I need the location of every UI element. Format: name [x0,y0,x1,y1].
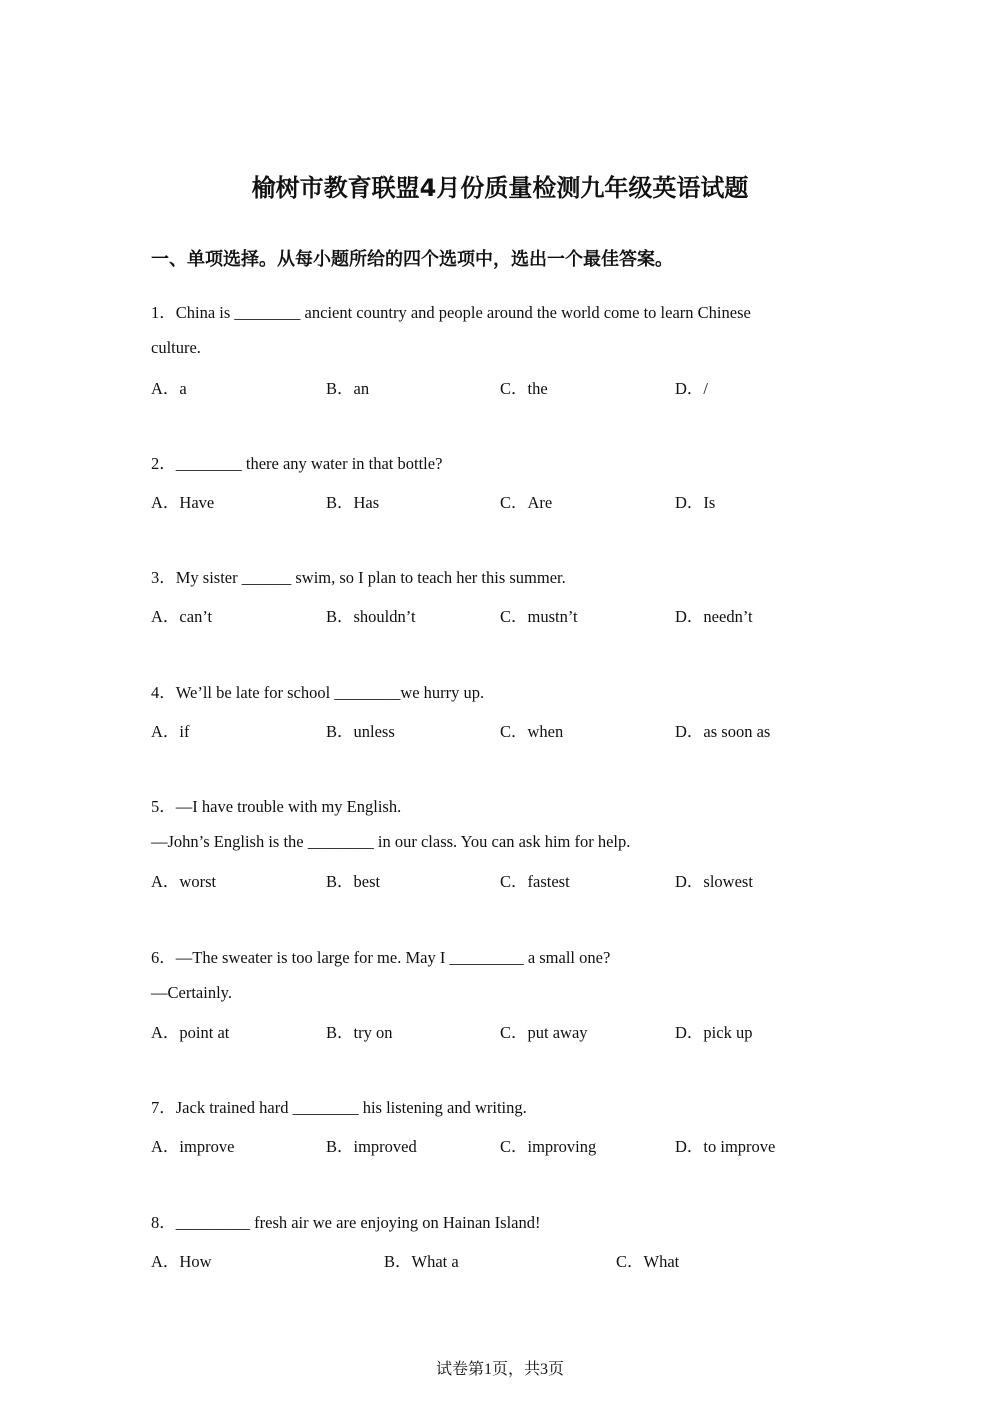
question-2-line-1: 2．________ there any water in that bottle? [151,454,443,473]
question-7-line-1: 7．Jack trained hard ________ his listening and writing. [151,1098,527,1117]
question-2-option-c: C．Are [500,493,553,512]
question-3-line-1: 3．My sister ______ swim, so I plan to teach her this summer. [151,568,566,587]
question-6-option-b: B．try on [326,1023,393,1042]
question-4-option-a: A．if [151,722,190,741]
question-4-option-c: C．when [500,722,564,741]
question-2-option-a: A．Have [151,493,215,512]
question-3-option-b: B．shouldn’t [326,607,416,626]
question-7-option-c: C．improving [500,1137,597,1156]
question-8-option-b: B．What a [384,1252,459,1271]
question-7-option-b: B．improved [326,1137,417,1156]
question-7-option-d: D．to improve [675,1137,776,1156]
question-2-option-b: B．Has [326,493,380,512]
question-6-line-1: 6．—The sweater is too large for me. May I _________ a small one? [151,948,611,967]
question-8-option-a: A．How [151,1252,212,1271]
question-5-line-2: —John’s English is the ________ in our class. You can ask him for help. [151,832,631,851]
question-6-option-d: D．pick up [675,1023,753,1042]
question-7-option-a: A．improve [151,1137,235,1156]
question-2-option-d: D．Is [675,493,716,512]
question-8-line-1: 8．_________ fresh air we are enjoying on Hainan Island! [151,1213,541,1232]
question-1-option-d: D．/ [675,379,708,398]
question-3-option-c: C．mustn’t [500,607,578,626]
question-6-option-a: A．point at [151,1023,230,1042]
question-1-option-c: C．the [500,379,548,398]
question-4-line-1: 4．We’ll be late for school ________we hurry up. [151,683,485,702]
question-1-option-b: B．an [326,379,370,398]
question-3-option-a: A．can’t [151,607,213,626]
question-4-option-b: B．unless [326,722,395,741]
question-1-line-1: 1．China is ________ ancient country and people around the world come to learn Chinese [151,303,751,322]
question-4-option-d: D．as soon as [675,722,771,741]
question-5-option-b: B．best [326,872,381,891]
question-1-option-a: A．a [151,379,187,398]
exam-title: 榆树市教育联盟4月份质量检测九年级英语试题 [251,174,749,202]
question-5-line-1: 5．—I have trouble with my English. [151,797,402,816]
question-1-line-2: culture. [151,338,201,357]
question-3-option-d: D．needn’t [675,607,753,626]
question-6-option-c: C．put away [500,1023,588,1042]
section-heading: 一、单项选择。从每小题所给的四个选项中，选出一个最佳答案。 [151,249,673,270]
question-5-option-c: C．fastest [500,872,570,891]
page-footer: 试卷第1页，共3页 [435,1361,564,1378]
question-6-line-2: —Certainly. [151,983,232,1002]
question-5-option-a: A．worst [151,872,217,891]
question-5-option-d: D．slowest [675,872,753,891]
question-8-option-c: C．What [616,1252,680,1271]
